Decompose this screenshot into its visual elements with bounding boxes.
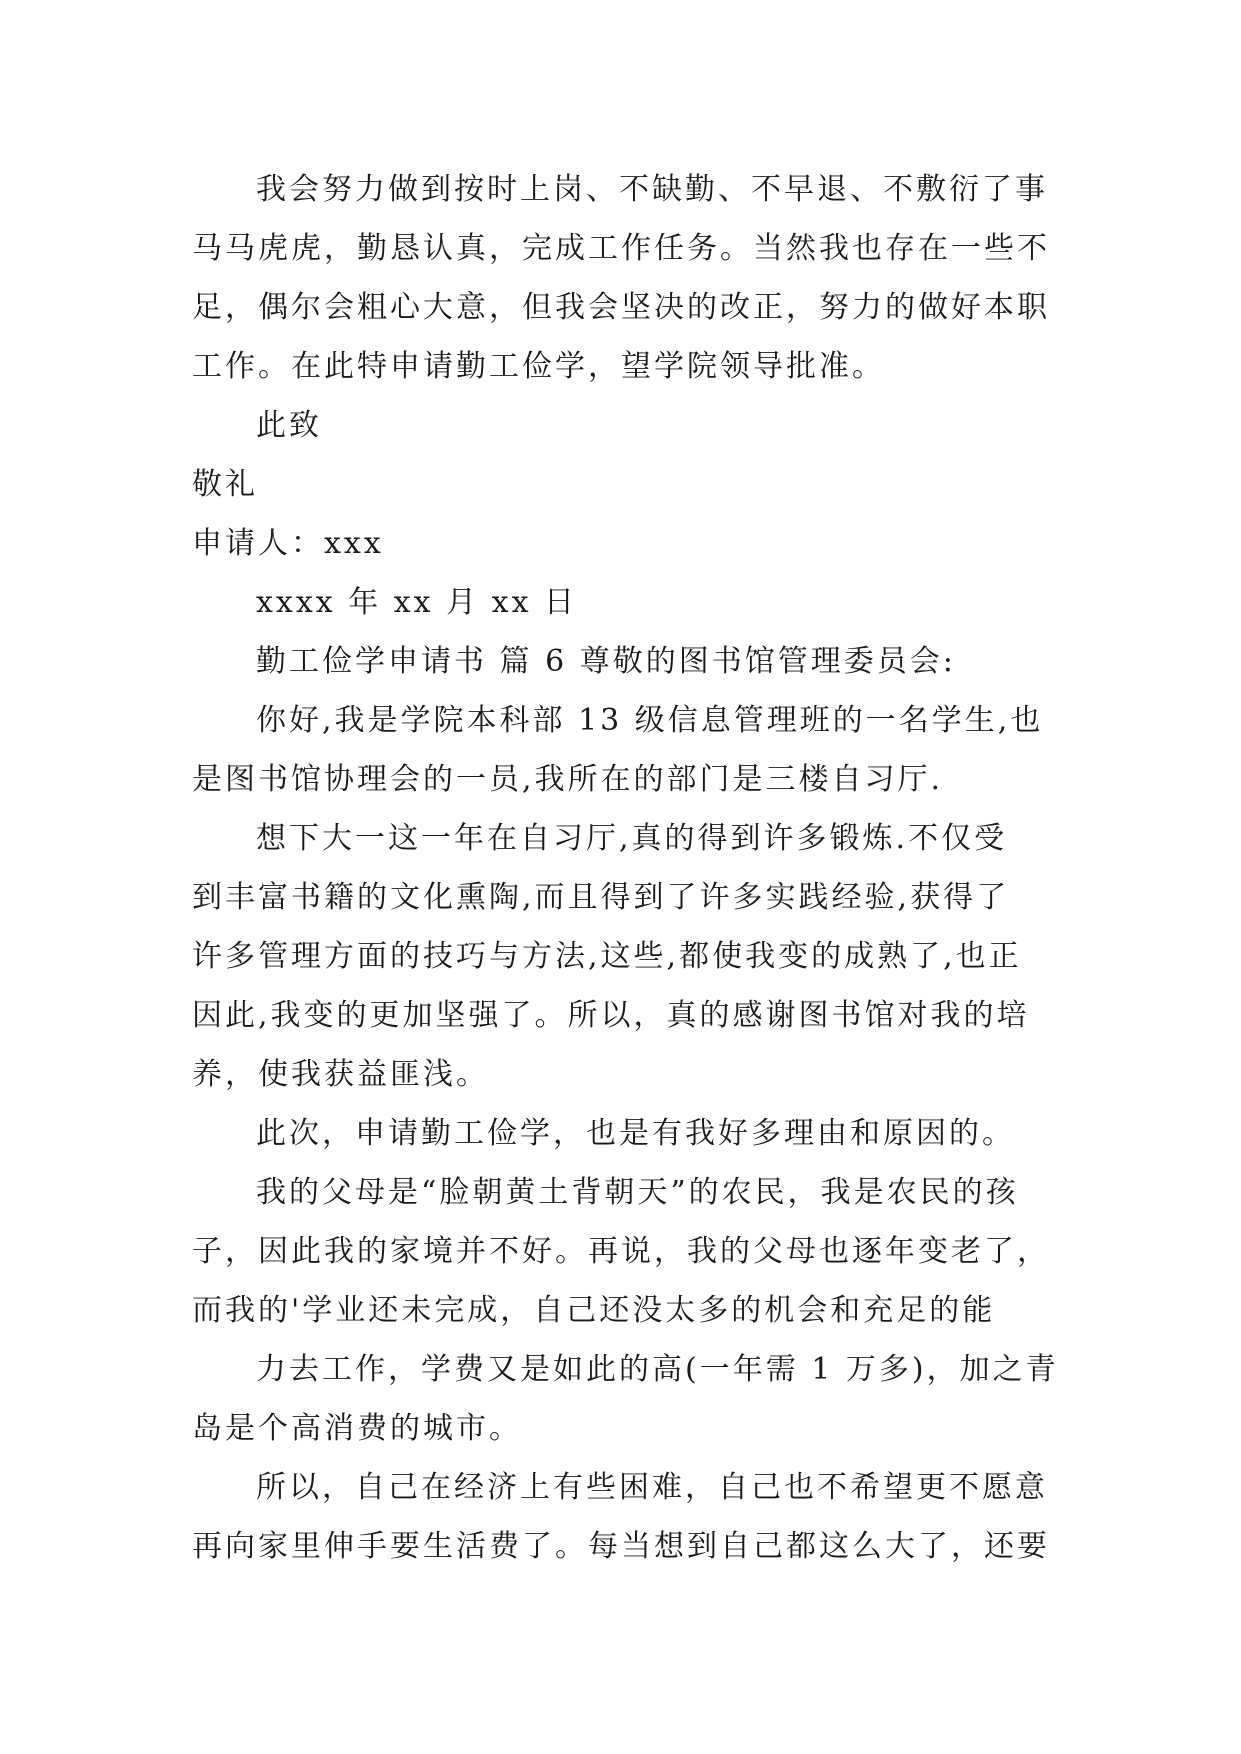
- paragraph-family-background: [192, 1163, 1057, 1340]
- paragraph-experience: [192, 809, 1057, 1104]
- text-line: 因此,我变的更加坚强了。所以，真的感谢图书馆对我的培: [192, 998, 1030, 1033]
- text-line: 养，使我获益匪浅。: [192, 1057, 489, 1092]
- document-body: [192, 160, 1057, 1576]
- text-line: 勤工俭学申请书 篇 6 尊敬的图书馆管理委员会:: [256, 644, 956, 679]
- text-line: 而我的'学业还未完成，自己还没太多的机会和充足的能: [192, 1293, 996, 1328]
- paragraph-financial-difficulty: [192, 1458, 1057, 1576]
- paragraph-work-commitment: [192, 160, 1057, 396]
- text-line: 我会努力做到按时上岗、不缺勤、不早退、不敷衍了事: [256, 172, 1048, 207]
- text-line: 敬礼: [192, 467, 258, 502]
- text-line: 申请人：xxx: [192, 526, 384, 561]
- text-line: 我的父母是“脸朝黄土背朝天”的农民，我是农民的孩: [256, 1175, 1019, 1210]
- text-line: 此致: [256, 408, 322, 443]
- section-heading: [192, 632, 1057, 691]
- text-line: xxxx 年 xx 月 xx 日: [256, 585, 578, 620]
- text-line: 此次，申请勤工俭学，也是有我好多理由和原因的。: [256, 1116, 1015, 1151]
- text-line: 许多管理方面的技巧与方法,这些,都使我变的成熟了,也正: [192, 939, 1022, 974]
- text-line: 子，因此我的家境并不好。再说，我的父母也逐年变老了，: [192, 1234, 1050, 1269]
- text-line: 工作。在此特申请勤工俭学，望学院领导批准。: [192, 349, 885, 384]
- text-line: 岛是个高消费的城市。: [192, 1411, 522, 1446]
- text-line: 足，偶尔会粗心大意，但我会坚决的改正，努力的做好本职: [192, 290, 1050, 325]
- text-line: 是图书馆协理会的一员,我所在的部门是三楼自习厅.: [192, 762, 944, 797]
- text-line: 马马虎虎，勤恳认真，完成工作任务。当然我也存在一些不: [192, 231, 1050, 266]
- text-line: 想下大一这一年在自习厅,真的得到许多锻炼.不仅受: [256, 821, 1008, 856]
- text-line: 再向家里伸手要生活费了。每当想到自己都这么大了，还要: [192, 1529, 1050, 1564]
- closing-regards: [192, 455, 1057, 514]
- paragraph-introduction: [192, 691, 1057, 809]
- applicant-signature: [192, 514, 1057, 573]
- text-line: 到丰富书籍的文化熏陶,而且得到了许多实践经验,获得了: [192, 880, 1010, 915]
- paragraph-reason-intro: [192, 1104, 1057, 1163]
- text-line: 所以，自己在经济上有些困难，自己也不希望更不愿意: [256, 1470, 1048, 1505]
- paragraph-tuition: [192, 1340, 1057, 1458]
- letter-date: [192, 573, 1057, 632]
- closing-salutation: [192, 396, 1057, 455]
- text-line: 你好,我是学院本科部 13 级信息管理班的一名学生,也: [256, 703, 1044, 738]
- text-line: 力去工作，学费又是如此的高(一年需 1 万多)，加之青: [256, 1352, 1059, 1387]
